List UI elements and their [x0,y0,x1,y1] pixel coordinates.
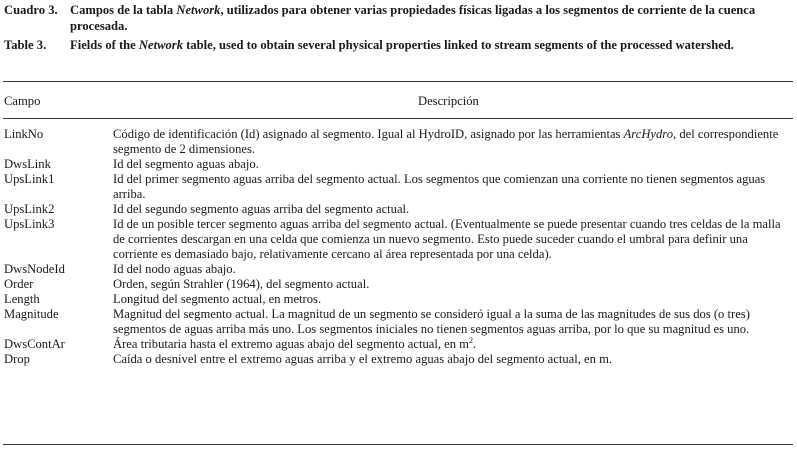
field-name: UpsLink3 [4,217,55,231]
field-name: DwsLink [4,157,51,171]
caption-spanish-label: Cuadro 3. [4,3,58,17]
table-row [0,157,797,172]
caption-spanish-text-part: , utilizados para obtener varias propiedades físicas ligadas a los segmentos de corriente de la cuenca procesada. [70,3,756,33]
table-row [0,217,797,262]
caption-english-text [4,37,794,53]
table-row [0,202,797,217]
field-description: Id del segundo segmento aguas arriba del segmento actual. [113,202,410,216]
caption-spanish-text [4,2,794,34]
field-name: Order [4,277,34,291]
field-description: Id del nodo aguas abajo. [113,262,236,276]
description-part: , del correspondiente segmento de 2 dimensiones. [113,127,779,156]
field-description: Id del primer segmento aguas arriba del segmento actual. Los segmentos que comienzan una corriente no tienen segmentos aguas arriba. [113,172,766,201]
description-part: Área tributaria hasta el extremo aguas abajo del segmento actual, en m [113,337,469,351]
caption-english [4,37,794,53]
table-row [0,172,797,202]
caption-spanish-italic: Network [176,3,221,17]
field-description: Id de un posible tercer segmento aguas arriba del segmento actual. (Eventualmente se puede presentar cuando tres celdas de la malla de corrientes descargan en una celda que comienza un nuevo segmento. Esto puede suceder cuando el umbral para definir una corriente es demasiado bajo, relativamente cercano al área representada por una celda). [113,217,781,261]
field-description: Magnitud del segmento actual. La magnitud de un segmento se consideró igual a la suma de las magnitudes de sus dos (o tres) segmentos de aguas arriba más uno. Los segmentos iniciales no tienen segmentos aguas arriba, por lo que su magnitud es uno. [113,307,750,336]
column-header-field: Campo [4,94,41,108]
table-top-rule [3,81,793,82]
field-description: Orden, según Strahler (1964), del segmento actual. [113,277,370,291]
table-row [0,292,797,307]
field-name: LinkNo [4,127,44,141]
table-row [0,277,797,292]
table-row [0,307,797,337]
table-row [0,352,797,367]
field-name: UpsLink1 [4,172,55,186]
field-description [113,337,793,352]
description-superscript: 2 [468,335,473,345]
field-description: Caída o desnivel entre el extremo aguas arriba y el extremo aguas abajo del segmento actual, en m. [113,352,613,366]
caption-english-text-part: Fields of the [70,38,139,52]
table-row [0,127,797,157]
field-description: Id del segmento aguas abajo. [113,157,259,171]
field-name: Magnitude [4,307,59,321]
table-header-rule [3,118,793,119]
table-body [0,127,797,367]
field-description: Longitud del segmento actual, en metros. [113,292,322,306]
description-part: Código de identificación (Id) asignado al segmento. Igual al HydroID, asignado por las herramientas [113,127,624,141]
field-name: UpsLink2 [4,202,55,216]
caption-spanish [4,2,794,34]
caption-spanish-text-part: Campos de la tabla [70,3,177,17]
column-header-description: Descripción [418,94,479,108]
caption-english-italic: Network [138,38,183,52]
table-row [0,337,797,352]
description-part: . [472,337,477,351]
caption-english-text-part: table, used to obtain several physical properties linked to stream segments of the processed watershed. [183,38,734,52]
field-name: Drop [4,352,30,366]
field-description [113,127,793,157]
description-italic: ArcHydro [623,127,674,141]
field-name: DwsNodeId [4,262,65,276]
caption-english-label: Table 3. [4,38,47,52]
table-bottom-rule [3,444,793,445]
field-name: DwsContAr [4,337,65,351]
field-name: Length [4,292,40,306]
table-row [0,262,797,277]
